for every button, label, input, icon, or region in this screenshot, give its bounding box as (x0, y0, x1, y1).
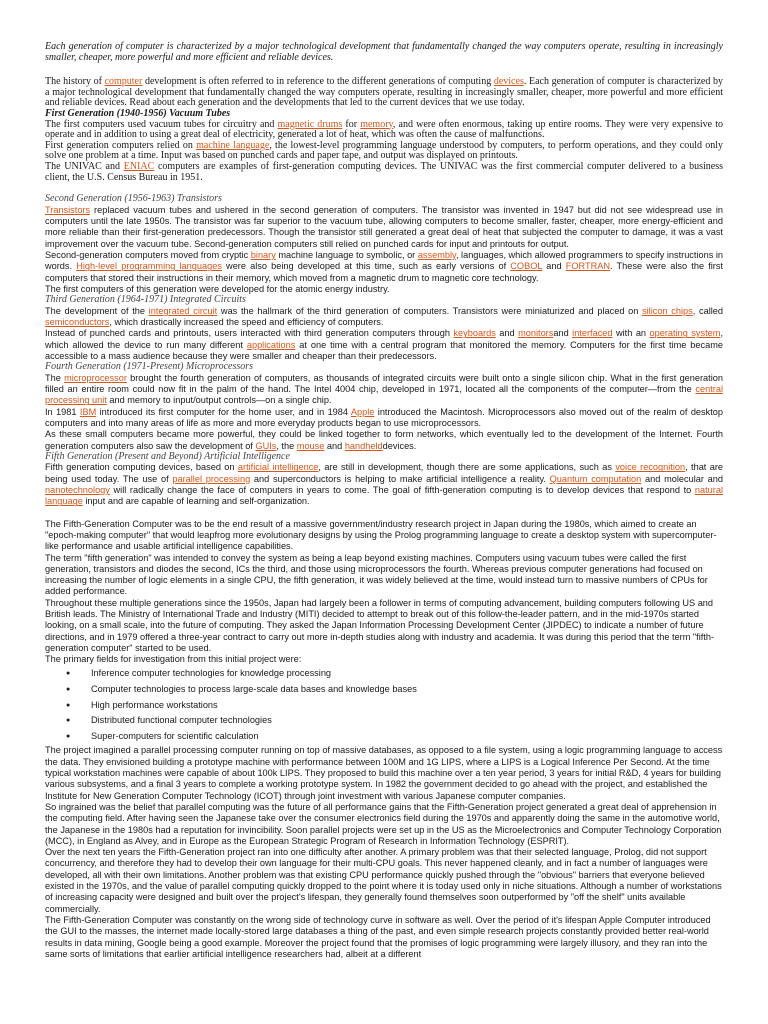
link-memory[interactable]: memory (360, 118, 393, 130)
link-quantum-computation[interactable]: Quantum computation (549, 473, 642, 484)
gen4-paragraph-1 (45, 373, 723, 407)
fgcs-paragraph-7: Over the next ten years the Fifth-Generation project ran into one difficulty after another. A primary problem was that their selected language, Prolog, did not support concurrency, and therefore they had to develop their own language for their multi-CPU goals. This never happened cleanly, and in fact a number of languages were developed, all with their own limitations. Another problem was that existing CPU performance quickly pushed through the "obvious" barriers that everyone believed existed in the 1970s, and the value of parallel computing quickly dropped to the point where it is today used only in niche situations. Although a number of workstations of increasing capacity were designed and built over the project's lifespan, they generally found themselves soon outperformed by "off the shelf" units available commercially. (45, 847, 722, 914)
link-binary[interactable]: binary (250, 249, 276, 260)
gen1-paragraph-1 (45, 120, 723, 141)
text-run: were also being developed at this time, such as early versions of (221, 261, 511, 272)
gen4-paragraph-2 (45, 407, 723, 430)
list-item: ● Super-computers for scientific calculation (45, 729, 723, 745)
link-apple[interactable]: Apple (350, 406, 375, 417)
link-parallel-processing[interactable]: parallel processing (172, 473, 251, 484)
fields-list (45, 666, 723, 744)
gen1-paragraph-2 (45, 141, 723, 162)
link-applications[interactable]: applications (246, 339, 296, 350)
link-fortran[interactable]: FORTRAN (565, 261, 610, 272)
fgcs-paragraph-8: The Fifth-Generation Computer was constantly on the wrong side of technology curve in software as well. Over the period of it's lifespan Apple Computer introduced the GUI to the masses, the internet made locally-stored large databases a thing of the past, and even simple research projects constantly provided better real-world results in data mining, Google being a good example. Moreover the project found that the promises of logic programming were largely illusory, and they ran into the same sorts of limitations that earlier artificial intelligence researchers had, albeit at a different (45, 914, 711, 959)
gen2-paragraph-2 (45, 250, 723, 284)
gen5-paragraph-1 (45, 462, 723, 507)
text-run: Second-generation computers moved from cryptic (45, 249, 251, 260)
text-run: machine language to symbolic, or (275, 249, 418, 260)
list-item: ● Inference computer technologies for knowledge processing (45, 666, 723, 682)
text-run: In 1981 (45, 406, 80, 417)
gen3-paragraph-1 (45, 306, 723, 329)
text-run: , languages, which allowed programmers to specify instructions in words. (45, 249, 724, 272)
list-item: ● High performance workstations (45, 698, 723, 714)
link-high-level-languages[interactable]: High-level programming languages (76, 261, 222, 272)
text-run: and (553, 328, 573, 339)
document-page (45, 42, 723, 960)
link-computer[interactable]: computer (104, 76, 143, 88)
text-run: computers are examples of first-generation computing devices. The UNIVAC was the first commercial computer delivered to a business client, the U.S. Census Bureau in 1951. (45, 160, 723, 183)
text-run: and memory to input/output controls—on a single chip. (106, 395, 332, 406)
text-run: will radically change the face of computers in years to come. The goal of fifth-generation computing is to develop devices that respond to (109, 485, 695, 496)
text-run: Instead of punched cards and printouts, users interacted with third generation computers through (45, 328, 454, 339)
text-run: Fifth generation computing devices, based on (45, 462, 238, 473)
link-ibm[interactable]: IBM (79, 406, 97, 417)
text-run: , are still in development, though there are some applications, such as (318, 462, 616, 473)
text-run: , which allowed the device to run many different (45, 328, 723, 350)
text-run: . Each generation of computer is characterized by a major technological development that fundamentally changed the way computers operate, resulting in increasingly smaller, cheaper, more powerful and more efficient and reliable devices. Read about each generation and the developments that led to the current devices that we use today. (45, 76, 723, 109)
text-run: , that are being used today. The use of (45, 462, 724, 484)
text-run: and molecular and (641, 473, 723, 484)
link-keyboards[interactable]: keyboards (453, 328, 496, 339)
link-semiconductors[interactable]: semiconductors (45, 316, 110, 327)
text-run: and (542, 261, 566, 272)
link-central-processing-unit[interactable]: central processing unit (45, 384, 723, 406)
heading-second-generation: Second Generation (1956-1963) Transistors (45, 193, 222, 205)
gen4-paragraph-3 (45, 429, 723, 452)
text-run: and (324, 440, 345, 451)
text-run: at one time with a central program that monitored the memory. Computers for the first time became accessible to a mass audience because they were smaller and cheaper than their predecessors. (45, 339, 723, 361)
link-assembly[interactable]: assembly (417, 249, 456, 260)
text-run: The first computers used vacuum tubes for circuitry and (45, 118, 278, 130)
text-run: brought the fourth generation of computers, as thousands of integrated circuits were built onto a single silicon chip. What in the first generation filled an entire room could now fit in the palm of the hand. The Intel 4004 chip, developed in 1971, located all the components of the computer—from the (45, 372, 723, 395)
list-item: ● Distributed functional computer technologies (45, 713, 723, 729)
history-paragraph (45, 77, 723, 109)
text-run: development is often referred to in reference to the different generations of computing (142, 76, 494, 88)
link-monitors[interactable]: monitors (518, 328, 554, 339)
text-run: The UNIVAC and (45, 160, 124, 172)
text-run: . These were also the first computers that stored their instructions in their memory, which moved from a magnetic drum to magnetic core technology. (45, 261, 724, 283)
link-integrated-circuit[interactable]: integrated circuit (148, 305, 218, 316)
link-artificial-intelligence[interactable]: artificial intelligence (237, 462, 319, 473)
text-run: , and were often enormous, taking up entire rooms. They were very expensive to operate and in addition to using a great deal of electricity, generated a lot of heat, which was often the cause of malfunctions. (45, 118, 723, 141)
heading-fifth-generation: Fifth Generation (Present and Beyond) Artificial Intelligence (45, 450, 290, 462)
link-silicon-chips[interactable]: silicon chips (642, 305, 693, 316)
gen3-paragraph-2 (45, 328, 723, 362)
text-run: and (495, 328, 519, 339)
text-run: , the (276, 440, 297, 451)
intro-paragraph: Each generation of computer is characterized by a major technological development that fundamentally changed the way computers operate, resulting in increasingly smaller, cheaper, more powerful and more efficient and reliable devices. (45, 41, 723, 63)
text-run: with an (612, 328, 650, 339)
heading-third-generation: Third Generation (1964-1971) Integrated Circuits (45, 294, 246, 306)
link-operating-system[interactable]: operating system (649, 328, 721, 339)
fgcs-paragraph-2: The term "fifth generation" was intended to convey the system as being a leap beyond existing machines. Computers using vacuum tubes were called the first generation, transistors and diodes the second, ICs the third, and those using microprocessors the fourth. Whereas previous computer generations had focused on increasing the number of logic elements in a single CPU, the fifth generation, it was widely believed at the time, would instead turn to massive numbers of CPUs for added performance. (45, 552, 708, 597)
link-eniac[interactable]: ENIAC (123, 160, 155, 172)
link-handheld[interactable]: handheld (344, 440, 383, 451)
text-run: for (342, 118, 361, 130)
text-run: The (45, 372, 65, 383)
heading-first-generation: First Generation (1940-1956) Vacuum Tubes (45, 107, 231, 119)
link-devices[interactable]: devices (493, 76, 524, 88)
text-run: As these small computers became more powerful, they could be linked together to form networks, which eventually led to the development of the Internet. Fourth generation computers also saw the development of (45, 429, 723, 451)
heading-fourth-generation: Fourth Generation (1971-Present) Microprocessors (45, 361, 254, 373)
fgcs-paragraph-4: The primary fields for investigation from this initial project were: (45, 654, 302, 665)
text-run: replaced vacuum tubes and ushered in the second generation of computers. The transistor was invented in 1947 but did not see widespread use in computers until the late 1950s. The transistor was far superior to the vacuum tube, allowing computers to become smaller, faster, cheaper, more energy-efficient and more reliable than their first-generation predecessors. Though the transistor still generated a great deal of heat that subjected the computer to damage, it was a vast improvement over the vacuum tube. Second-generation computers still relied on punched cards for input and printouts for output. (45, 204, 723, 249)
gen1-paragraph-3 (45, 162, 723, 183)
link-guis[interactable]: GUIs (255, 440, 277, 451)
text-run: , the lowest-level programming language understood by computers, to perform operations, and they could only solve one problem at a time. Input was based on punched cards and paper tape, and output was displayed on printouts. (45, 139, 723, 162)
link-microprocessor[interactable]: microprocessor (64, 372, 127, 383)
text-run: The development of the (45, 305, 149, 316)
link-voice-recognition[interactable]: voice recognition (615, 462, 686, 473)
text-run: , called (692, 305, 723, 316)
text-run: First generation computers relied on (45, 139, 197, 151)
fgcs-paragraph-5: The project imagined a parallel processing computer running on top of massive databases, as opposed to a file system, using a logic programming language to access the data. They envisioned building a prototype machine with performance between 100M and 1G LIPS, where a LIPS is a Logical Inference Per Second. At the time typical workstation machines were capable of about 100k LIPS. They proposed to build this machine over a ten year period, 3 years for initial R&D, 4 years for building various subsystems, and a final 3 years to complete a working prototype system. In 1982 the government decided to go ahead with the project, and established the Institute for New Generation Computer Technology (ICOT) through joint investment with various Japanese computer companies. (45, 745, 723, 801)
gen2-paragraph-1 (45, 205, 723, 250)
text-run: introduced the Macintosh. Microprocessors also moved out of the realm of desktop computers and into many areas of life as more and more everyday products began to use microprocessors. (45, 406, 723, 428)
fgcs-paragraph-3: Throughout these multiple generations since the 1950s, Japan had largely been a follower in terms of computing advancement, building computers following US and British leads. The Ministry of International Trade and Industry (MITI) decided to attempt to break out of this follow-the-leader pattern, and in the mid-1970s started looking, on a small scale, into the future of computing. They asked the Japan Information Processing Development Center (JIPDEC) to indicate a number of future directions, and in 1979 offered a three-year contract to carry out more in-depth studies along with industry and academia. It was during this period that the term "fifth-generation computer" started to be used. (45, 597, 715, 653)
text-run: The history of (45, 76, 105, 88)
link-machine-language[interactable]: machine language (196, 139, 270, 151)
gen2-paragraph-3: The first computers of this generation were developed for the atomic energy industry. (45, 283, 390, 294)
link-mouse[interactable]: mouse (296, 440, 325, 451)
spacer (45, 508, 723, 519)
fgcs-paragraph-6: So ingrained was the belief that parallel computing was the future of all performance gains that the Fifth-Generation project generated a great deal of apprehension in the computing field. After having seen the Japanese take over the consumer electronics field during the 1970s and apparently doing the same in the automotive world, the Japanese in the 1980s had a reputation for invincibility. Soon parallel projects were set up in the US as the Microelectronics and Computer Technology Corporation (MCC), in England as Alvey, and in Europe as the European Strategic Program of Research in Information Technology (ESPRIT). (45, 801, 722, 846)
link-interfaced[interactable]: interfaced (572, 328, 613, 339)
text-run: devices. (382, 440, 417, 451)
text-run: input and are capable of learning and self-organization. (82, 496, 310, 507)
link-magnetic-drums[interactable]: magnetic drums (277, 118, 343, 130)
text-run: was the hallmark of the third generation of computers. Transistors were miniaturized and placed on (217, 305, 643, 316)
link-natural-language[interactable]: natural language (45, 485, 723, 507)
link-cobol[interactable]: COBOL (510, 261, 543, 272)
fgcs-paragraph-1: The Fifth-Generation Computer was to be the end result of a massive government/industry research project in Japan during the 1980s, which aimed to create an "epoch-making computer" that would leapfrog more evolutionary designs by using the Prolog programming language to create a desktop system with supercomputer-like performance and usable artificial intelligence capabilities. (45, 518, 717, 552)
text-run: and superconductors is helping to make artificial intelligence a reality. (250, 473, 550, 484)
link-transistors[interactable]: Transistors (45, 204, 91, 215)
text-run: introduced its first computer for the home user, and in 1984 (96, 406, 351, 417)
list-item: ● Computer technologies to process large-scale data bases and knowledge bases (45, 682, 723, 698)
text-run: , which drastically increased the speed and efficiency of computers. (109, 316, 384, 327)
link-nanotechnology[interactable]: nanotechnology (45, 485, 110, 496)
